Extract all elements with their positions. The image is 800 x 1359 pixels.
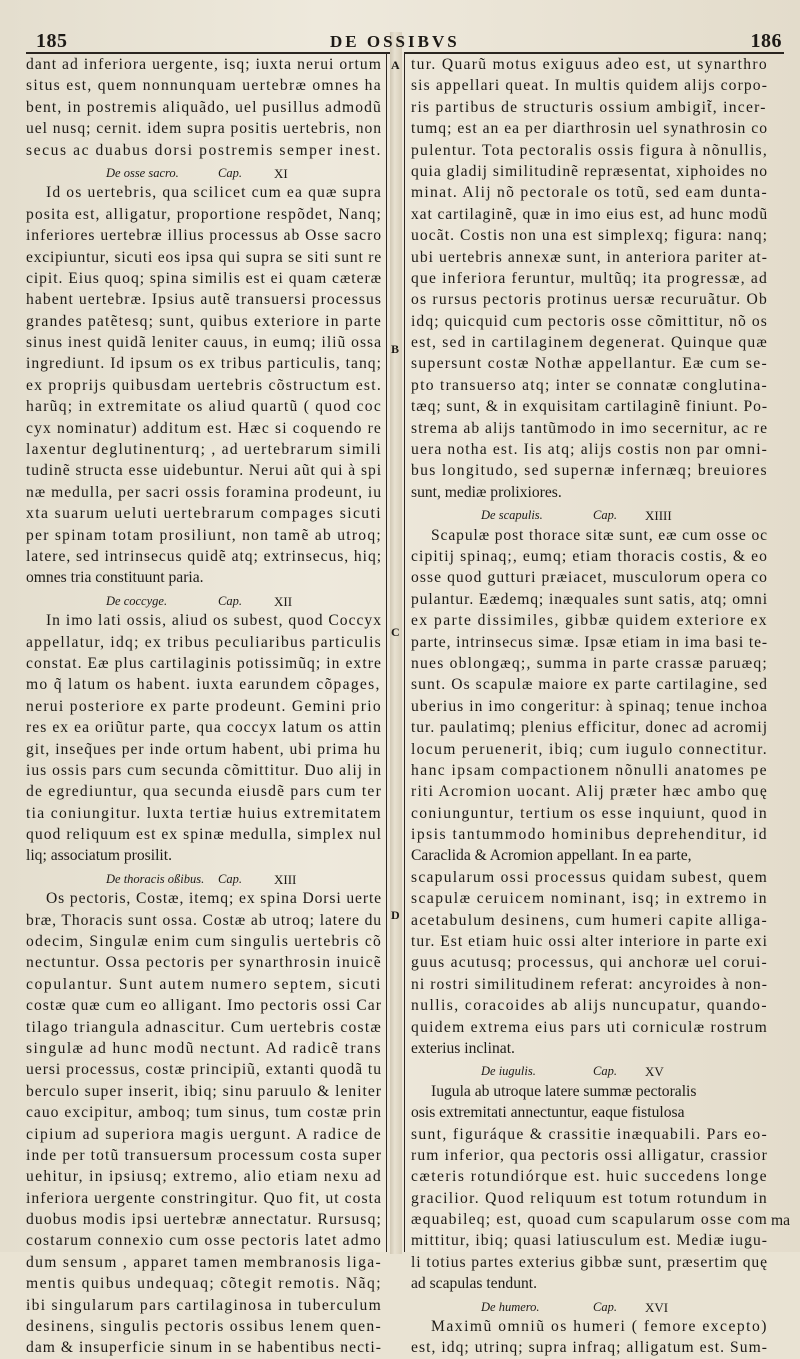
text-line: tudinẽ structa esse uidebuntur. Nerui aũt qui à spi	[26, 462, 382, 480]
text-line: situs est, quem nonnunquam uertebræ omnes ha	[26, 77, 382, 95]
right-page-number: 186	[750, 30, 782, 52]
text-line: rum inferior, qua pectoris ossi alligatur, crassior	[411, 1146, 768, 1164]
text-line: ingrediunt. Id ipsum os ex tribus particulis, tanq;	[26, 355, 382, 373]
text-line: gracilior. Quod reliquum est totum rotundum in	[411, 1189, 768, 1207]
text-line: osis extremitati annectuntur, eaque fistulosa	[411, 1104, 685, 1122]
text-line: inferiora uergente constringitur. Quo fit, ut costa	[26, 1189, 382, 1207]
text-line: Id os uertebris, qua scilicet cum ea quæ supra	[46, 184, 382, 202]
text-line: Iugula ab utroque latere summæ pectoralis	[431, 1082, 697, 1100]
chapter-heading-number: XI	[274, 165, 288, 181]
text-line: In imo lati ossis, aliud os subest, quod Coccyx	[46, 612, 382, 630]
text-line: quod reliquum est ex spinæ medulla, simplex nul	[26, 826, 382, 844]
text-line: minat. Alij nõ pectorale os totũ, sed eam dunta-	[411, 184, 768, 202]
text-line: est, sed in cartilaginem degenerat. Quinque quæ	[411, 334, 768, 352]
text-line: ris partibus de structuris ossium ambigit̃, incer-	[411, 98, 767, 116]
text-line: uehitur, in ipsiusq; extremo, alio etiam nexu ad	[26, 1168, 382, 1186]
chapter-heading-title: De iugulis.	[481, 1064, 536, 1079]
text-line: duobus modis ipsi uertebræ annectatur. Rursusq;	[26, 1211, 382, 1229]
text-line: per spinam totam prosiliunt, non tamẽ ab utroq;	[26, 526, 382, 544]
text-line: tur. Quarũ motus exiguus adeo est, ut synarthro	[411, 56, 768, 73]
text-line: latere, sed intrinsecus quidẽ atq; extrinsecus, hiq;	[26, 547, 382, 565]
chapter-heading-title: De osse sacro.	[106, 165, 179, 180]
text-line: berculo super inserit, ibiq; sinu paruulo & leniter	[26, 1082, 382, 1100]
text-line: exterius inclinat.	[411, 1039, 515, 1057]
text-line: xta suarum ueluti uertebrarum compages sicuti	[26, 505, 382, 523]
column-rule-right	[404, 52, 405, 1252]
text-line: tæq; sunt, & in exquisitam cartilaginẽ finiunt. Po-	[411, 398, 768, 416]
text-line: nerui posteriore ex parte prodeunt. Gemini prio	[26, 697, 382, 715]
text-line: bent, in postremis aliquãdo, uel pusillus admodũ	[26, 98, 382, 116]
chapter-heading-number: XIIII	[645, 508, 672, 524]
text-line: li totius partes exterius gibbæ sunt, præsertim quę	[411, 1253, 768, 1271]
text-line: xat cartilaginẽ, quæ in imo eius est, ad hunc modũ	[411, 205, 768, 223]
text-line: mittitur, ibiq; quasi latiusculum est. Mediæ iugu-	[411, 1232, 768, 1250]
text-line: omnes tria constituunt paria.	[26, 569, 204, 587]
text-line: harũq; in extremitate os aliud quartũ ( quod coc	[26, 398, 382, 416]
text-line: uersi processus, costæ principiũ, extanti quodã tu	[26, 1061, 382, 1079]
text-line: coniunguntur, tertium os esse inquiunt, quod in	[411, 804, 768, 822]
text-line: quidem extrema eius pars uti corniculæ rostrum	[411, 1018, 768, 1036]
chapter-heading-cap: Cap.	[593, 1064, 617, 1079]
text-line: cauo excipitur, amboq; tum sinus, tum costæ prin	[26, 1104, 382, 1122]
text-line: acetabulum desinens, cum humeri capite alliga-	[411, 911, 768, 929]
chapter-heading-title: De humero.	[481, 1299, 540, 1314]
text-line: guus acutusq; processus, qui anchoræ uel corui-	[411, 954, 768, 972]
margin-letter-c: C	[391, 625, 400, 639]
text-line: Scapulæ post thorace sitæ sunt, eæ cum osse oc	[431, 526, 768, 544]
text-line: hanc ipsam compactionem nõnulli anatomes pe	[411, 761, 768, 779]
text-line: tumq; est an ea per diarthrosin uel synathrosin co	[411, 120, 768, 138]
text-line: sis appellari queat. In multis quidem alijs corpo-	[411, 77, 768, 95]
running-title: DE OSSIBVS	[330, 32, 460, 51]
text-line: sunt, figuráque & crassitie inæquabili. Pars eo-	[411, 1125, 768, 1143]
text-line: os rursus pectoris protinus uersæ recuruãtur. Ob	[411, 291, 768, 309]
text-line: de egrediuntur, qua secunda eiusdẽ pars cum ter	[26, 783, 382, 801]
text-line: ni rostri similitudinem referat: ancyroides à non-	[411, 975, 768, 993]
chapter-heading-cap: Cap.	[218, 165, 242, 180]
text-line: tilago triangula adnascitur. Cum uertebris costæ	[26, 1018, 382, 1036]
text-line: cipitij spinaq;, eumq; etiam thoracis costis, & eo	[411, 547, 768, 565]
chapter-heading	[26, 589, 382, 610]
text-line: næ medulla, per sacri ossis foramina prodeunt, iu	[26, 483, 382, 501]
left-text-column	[26, 54, 382, 1359]
text-line: git, inseq̃ues per inde ortum habent, ubi prima hu	[26, 740, 382, 758]
text-line: copulantur. Sunt autem numero septem, sicuti	[26, 975, 382, 993]
text-line: scapulæ ceruicem nominant, isq; in extremo in	[411, 890, 768, 908]
text-line: cipium ad superiora magis uergunt. A radice de	[26, 1125, 382, 1143]
chapter-heading-title: De thoracis oßibus.	[106, 871, 205, 886]
text-line: ibi singularum pars cartilaginosa in tuberculum	[26, 1296, 382, 1314]
text-line: desinens, singulis pectoris ossibus lenem quen-	[26, 1318, 382, 1336]
text-line: sunt. Os scapulæ maiore ex parte cartilagine, sed	[411, 676, 768, 694]
chapter-heading-number: XII	[274, 593, 293, 609]
chapter-heading-cap: Cap.	[218, 871, 242, 886]
text-line: costarum connexio cum osse pectoris latet admo	[26, 1232, 382, 1250]
text-line: est, idq; utrinq; supra infraq; alligatum est. Sum-	[411, 1339, 768, 1357]
text-line: pulantur. Eædemq; inæquales sunt satis, atq; omni	[411, 590, 768, 608]
text-line: posita est, alligatur, proportione respõdet, Nanq;	[26, 205, 382, 223]
text-line: æquabileq; est, quoad cum scapularum osse com	[411, 1211, 768, 1229]
text-line: ubi uertebris annexæ sunt, in anteriora pariter at-	[411, 248, 768, 266]
chapter-heading-number: XVI	[645, 1299, 669, 1315]
text-line: idq; quicquid cum pectoris osse cõmittitur, nõ os	[411, 312, 768, 330]
margin-letter-b: B	[391, 342, 400, 356]
chapter-heading	[411, 1059, 768, 1080]
chapter-heading-number: XV	[645, 1064, 664, 1080]
text-line: mentis quibus undequaq; cõtegit remotis. Nãq;	[26, 1275, 382, 1293]
text-line: dum sensum , apparet tamen membranosis liga-	[26, 1253, 382, 1271]
text-line: osse quod gutturi præiacet, musculorum opera co	[411, 569, 768, 587]
text-line: ex parte dissimiles, gibbæ quidem exteriore ex	[411, 612, 768, 630]
text-line: dant ad inferiora uergente, isq; iuxta nerui ortum	[26, 56, 382, 73]
text-line: excipiuntur, sicuti eos ipsa qui supra se siti sunt re	[26, 248, 382, 266]
text-line: bus longitudo, sed supernæ infernæq; breuiores	[411, 462, 768, 480]
margin-letter-d: D	[391, 908, 400, 922]
text-line: habent uertebræ. Ipsius autẽ transuersi processus	[26, 291, 382, 309]
chapter-heading	[411, 503, 768, 524]
text-line: sunt, mediæ prolixiores.	[411, 483, 562, 501]
chapter-heading-cap: Cap.	[593, 1299, 617, 1314]
chapter-heading-cap: Cap.	[218, 593, 242, 608]
text-line: cyx nominatur) additum est. Hæc si coquendo re	[26, 419, 382, 437]
text-line: res ex ea oriũtur parte, qua coccyx latum os attin	[26, 719, 382, 737]
text-line: secus ac duabus dorsi postremis semper inest.	[26, 141, 382, 159]
text-line: inde per totũ transuersum processum costa super	[26, 1146, 382, 1164]
text-line: nullis, coracoides ab alijs nuncupatur, quando-	[411, 997, 768, 1015]
text-line: Os pectoris, Costæ, itemq; ex spina Dorsi uerte	[46, 890, 382, 908]
text-line: supersunt costæ Nothæ appellantur. Eæ cum se-	[411, 355, 768, 373]
text-line: uera notha est. Iis atq; alijs costis non par omni-	[411, 441, 768, 459]
catchword: ma	[770, 1212, 790, 1229]
text-line: uberius in imo congeritur: à spinaq; tenue inchoa	[411, 697, 768, 715]
text-line: cipit. Eius quoq; spina similis est ei quam cæteræ	[26, 269, 382, 287]
text-line: sinus inest quidã leniter cauus, in eumq; iliũ ossa	[26, 334, 382, 352]
chapter-heading	[26, 161, 382, 182]
chapter-heading	[411, 1295, 768, 1316]
text-line: liq; associatum prosilit.	[26, 847, 172, 865]
text-line: grandes patẽtesq; sunt, quibus exteriore in parte	[26, 312, 382, 330]
chapter-heading	[26, 867, 382, 888]
page-gutter	[390, 32, 402, 1254]
text-line: parte, intrinsecus simæ. Ipsæ etiam in ima basi te-	[411, 633, 768, 651]
text-line: singulæ ad hunc modũ nectunt. Ad radicẽ trans	[26, 1039, 382, 1057]
text-line: ius ossis pars cum secunda cõmittitur. Duo alij in	[26, 761, 382, 779]
text-line: odecim, Singulæ enim cum singulis uertebris cõ	[26, 933, 382, 951]
chapter-heading-title: De coccyge.	[106, 593, 168, 608]
text-line: Maximũ omniũ os humeri ( femore excepto)	[431, 1318, 768, 1336]
text-line: nectuntur. Ossa pectoris per synarthrosin inuicẽ	[26, 954, 382, 972]
chapter-heading-cap: Cap.	[593, 508, 617, 523]
text-line: Caraclida & Acromion appellant. In ea parte,	[411, 847, 692, 865]
chapter-heading-number: XIII	[274, 871, 297, 887]
text-line: locum peruenerit, ibiq; cum iugulo connectitur.	[411, 740, 768, 758]
text-line: uel nusq; cernit. idem supra positis uertebris, non	[26, 120, 382, 138]
text-line: ipsis tantummodo hominibus deprehenditur, id	[411, 826, 768, 844]
text-line: cæteris rotundiórque est. huic succedens longe	[411, 1168, 768, 1186]
text-line: bræ, Thoracis sunt ossa. Costæ ab utroq; latere du	[26, 911, 382, 929]
text-line: riti Acromion uocant. Alij præter hæc ambo quę	[411, 783, 768, 801]
text-line: scapularum ossi processus quidam subest, quem	[411, 868, 768, 886]
text-line: tia coniungitur. luxta tertiæ huius extremitatem	[26, 804, 382, 822]
margin-letter-a: A	[391, 58, 400, 72]
left-page-number: 185	[36, 30, 68, 52]
text-line: tur. paulatimq; plenius efficitur, donec ad acromij	[411, 719, 768, 737]
text-line: nues oblongæq;, summa in parte crassæ paruæq;	[411, 654, 768, 672]
text-line: laxentur deglutinenturq; , ad uertebrarum simili	[26, 441, 382, 459]
text-line: ex proprijs quibusdam uertebris cõstructum est.	[26, 376, 382, 394]
text-line: strema ab alijs tantũmodo in imo secernitur, ac re	[411, 419, 768, 437]
right-text-column	[411, 54, 768, 1359]
text-line: pulentur. Tota pectoralis ossis figura à nõnullis,	[411, 141, 768, 159]
text-line: costæ quæ cum eo alligant. Imo pectoris ossi Car	[26, 997, 382, 1015]
text-line: dam & insuperficie sinum in se habentibus necti-	[26, 1339, 382, 1357]
text-line: appellatur, idq; ex tribus peculiaribus particulis	[26, 633, 382, 651]
text-line: que inferiora feruntur, multũq; ita progressæ, ad	[411, 269, 768, 287]
text-line: pto transuerso atq; inter se connatæ conglutina-	[411, 376, 768, 394]
text-line: ad scapulas tendunt.	[411, 1275, 538, 1293]
column-rule-left	[386, 52, 387, 1252]
page-header	[0, 30, 800, 52]
text-line: quia gladij similitudinẽ repræsentat, xiphoides no	[411, 162, 768, 180]
text-line: mo q̃ latum os habent. iuxta earundem cõpages,	[26, 676, 381, 694]
text-line: inferiores uertebræ illius processus ab Osse sacro	[26, 227, 382, 245]
text-line: uocãt. Costis non una est simplexq; figura: nanq;	[411, 227, 768, 245]
text-line: constat. Eæ plus cartilaginis potissimũq; in extre	[26, 654, 382, 672]
chapter-heading-title: De scapulis.	[481, 508, 543, 523]
text-line: tur. Est etiam huic ossi alter interiore in parte exi	[411, 933, 768, 951]
